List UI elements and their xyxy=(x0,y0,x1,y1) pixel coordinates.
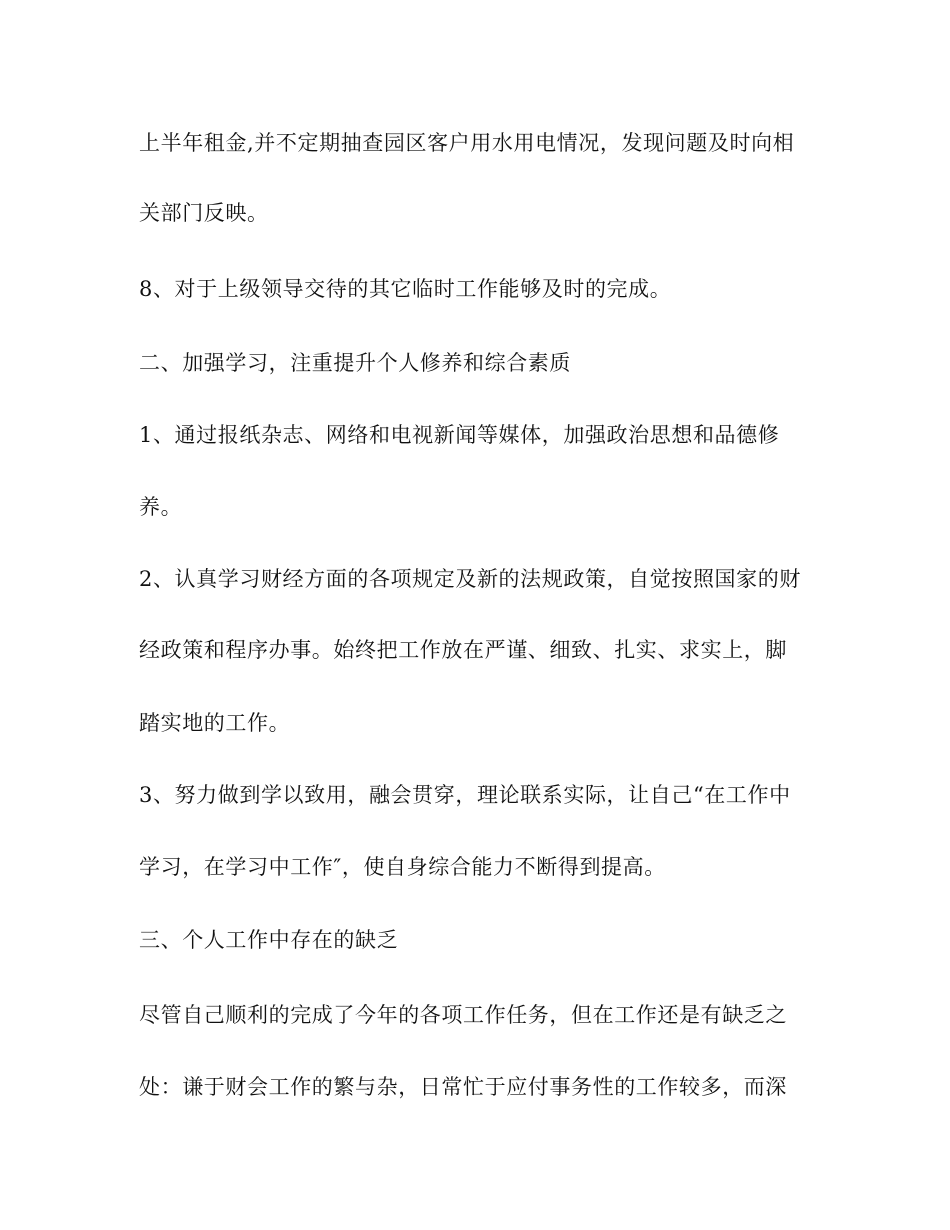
text-line: 踏实地的工作。 xyxy=(139,711,291,735)
list-item-3: 3、努力做到学以致用，融会贯穿，理论联系实际，让自己“在工作中 xyxy=(139,783,791,807)
list-item-2: 2、认真学习财经方面的各项规定及新的法规政策，自觉按照国家的财 xyxy=(139,567,801,591)
list-item-1: 1、通过报纸杂志、网络和电视新闻等媒体，加强政治思想和品德修 xyxy=(139,423,780,447)
text-line: 上半年租金,并不定期抽查园区客户用水用电情况，发现问题及时向相 xyxy=(139,131,795,155)
list-item-8: 8、对于上级领导交待的其它临时工作能够及时的完成。 xyxy=(139,277,672,301)
section-heading-3: 三、个人工作中存在的缺乏 xyxy=(139,928,399,952)
paragraph-line: 尽管自己顺利的完成了今年的各项工作任务，但在工作还是有缺乏之 xyxy=(139,1003,787,1027)
text-line: 关部门反映。 xyxy=(139,201,269,225)
text-line: 经政策和程序办事。始终把工作放在严谨、细致、扎实、求实上，脚 xyxy=(139,638,787,662)
text-line: 养。 xyxy=(139,495,183,519)
section-heading-2: 二、加强学习，注重提升个人修养和综合素质 xyxy=(139,351,571,375)
paragraph-line: 处：谦于财会工作的繁与杂，日常忙于应付事务性的工作较多，而深 xyxy=(139,1075,787,1099)
text-line: 学习，在学习中工作″，使自身综合能力不断得到提高。 xyxy=(139,855,666,879)
